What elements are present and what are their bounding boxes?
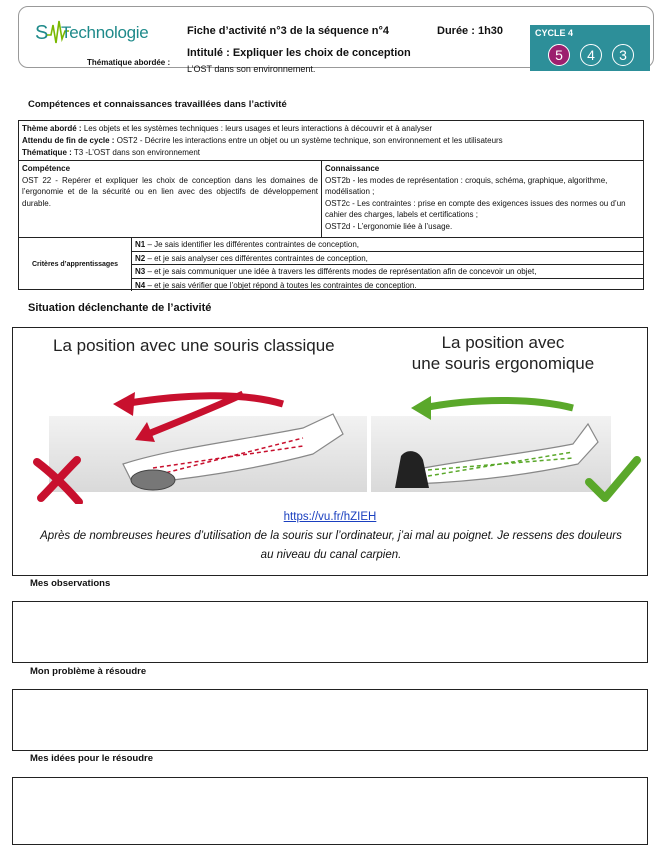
critere-text: – et je sais analyser ces différentes contraintes de conception, xyxy=(145,253,368,263)
cycle-number-3: 3 xyxy=(612,44,634,66)
classic-mouse-illustration xyxy=(43,384,373,504)
thematique-row-value: T3 -L’OST dans son environnement xyxy=(73,148,201,157)
cycle-badge xyxy=(530,25,650,71)
mouse-icon xyxy=(131,470,175,490)
situation-box xyxy=(12,327,648,576)
competence-header: Compétence xyxy=(22,164,71,173)
idees-label: Mes idées pour le résoudre xyxy=(30,753,154,764)
situation-quote: Après de nombreuses heures d’utilisation de la souris sur l’ordinateur, j’ai mal au poignet. Je ressens des douleurs au niveau du canal carpien. xyxy=(40,530,622,561)
competence-cell xyxy=(19,161,322,237)
critere-text: – et je sais communiquer une idée à travers les différents modes de représentation afin de concevoir un objet, xyxy=(145,267,537,276)
attendu-value: OST2 - Décrire les interactions entre un objet ou un système technique, son environnement et les utilisateurs xyxy=(116,136,503,145)
situation-title: Situation déclenchante de l’activité xyxy=(28,302,212,314)
right-caption-line1: La position avec xyxy=(441,333,565,352)
left-caption: La position avec une souris classique xyxy=(53,336,335,355)
vertical-mouse-icon xyxy=(395,451,429,488)
critere-row xyxy=(132,237,643,251)
green-arrow-icon xyxy=(423,401,573,409)
arm-icon xyxy=(413,424,598,484)
video-link[interactable]: https://vu.fr/hZIEH xyxy=(283,511,377,523)
observations-field[interactable] xyxy=(12,601,648,663)
observations-label: Mes observations xyxy=(30,578,111,589)
critere-row xyxy=(132,278,643,292)
duree: Durée : 1h30 xyxy=(437,25,504,37)
competence-text: OST 22 - Repérer et expliquer les choix de conception dans les domaines de l’ergonomie et de la sécurité ou en lien avec des objectifs de développement durable. xyxy=(22,175,318,208)
table-header-rows xyxy=(19,121,643,161)
critere-row xyxy=(132,251,643,265)
competences-table xyxy=(18,120,644,290)
document-header xyxy=(18,6,654,74)
critere-text: – et je sais vérifier que l’objet répond à toutes les contraintes de conception. xyxy=(145,280,417,290)
intitule: Intitulé : Expliquer les choix de conception xyxy=(187,47,411,59)
idees-field[interactable] xyxy=(12,777,648,845)
critere-code: N2 xyxy=(135,253,146,263)
cycle-label: CYCLE 4 xyxy=(535,28,574,38)
competences-title: Compétences et connaissances travaillées dans l’activité xyxy=(28,99,287,110)
probleme-label: Mon problème à résoudre xyxy=(30,666,147,677)
criteres-label: Critères d’apprentissages xyxy=(19,237,132,291)
thematique-row-label: Thématique : xyxy=(22,148,72,157)
connaissance-item: OST2c - Les contraintes : prise en compte des exigences issues des normes ou d’un cahier des charges, labels et certifications ; xyxy=(325,198,626,219)
checkmark-icon xyxy=(585,456,641,504)
theme-value: Les objets et les systèmes techniques : leurs usages et leurs interactions à découvrir et à analyser xyxy=(83,124,432,133)
logo-text: Technologie xyxy=(61,23,149,42)
cycle-number-5: 5 xyxy=(548,44,570,66)
connaissance-header: Connaissance xyxy=(325,164,380,173)
right-caption-line2: une souris ergonomique xyxy=(411,354,595,373)
critere-text: – Je sais identifier les différentes contraintes de conception, xyxy=(145,240,359,249)
probleme-field[interactable] xyxy=(12,689,648,751)
attendu-label: Attendu de fin de cycle : xyxy=(22,136,115,145)
cycle-number-4: 4 xyxy=(580,44,602,66)
thematique-label: Thématique abordée : xyxy=(87,58,171,67)
critere-row xyxy=(132,264,643,278)
red-arrow-icon xyxy=(123,396,283,404)
svg-text:S: S xyxy=(35,22,49,44)
theme-label: Thème abordé : xyxy=(22,124,82,133)
thematique-value: L’OST dans son environnement. xyxy=(187,64,316,74)
connaissance-item: OST2b - les modes de représentation : croquis, schéma, graphique, algorithme, modélisation ; xyxy=(325,175,608,196)
connaissance-cell xyxy=(322,161,643,237)
right-caption xyxy=(383,332,623,374)
cross-icon xyxy=(33,456,83,504)
connaissance-item: OST2d - L’ergonomie liée à l’usage. xyxy=(325,221,453,231)
critere-code: N4 xyxy=(135,280,146,290)
critere-code: N1 xyxy=(135,240,146,249)
critere-code: N3 xyxy=(135,267,146,276)
ergonomic-mouse-illustration xyxy=(373,384,613,504)
fiche-title: Fiche d’activité n°3 de la séquence n°4 xyxy=(187,25,389,37)
